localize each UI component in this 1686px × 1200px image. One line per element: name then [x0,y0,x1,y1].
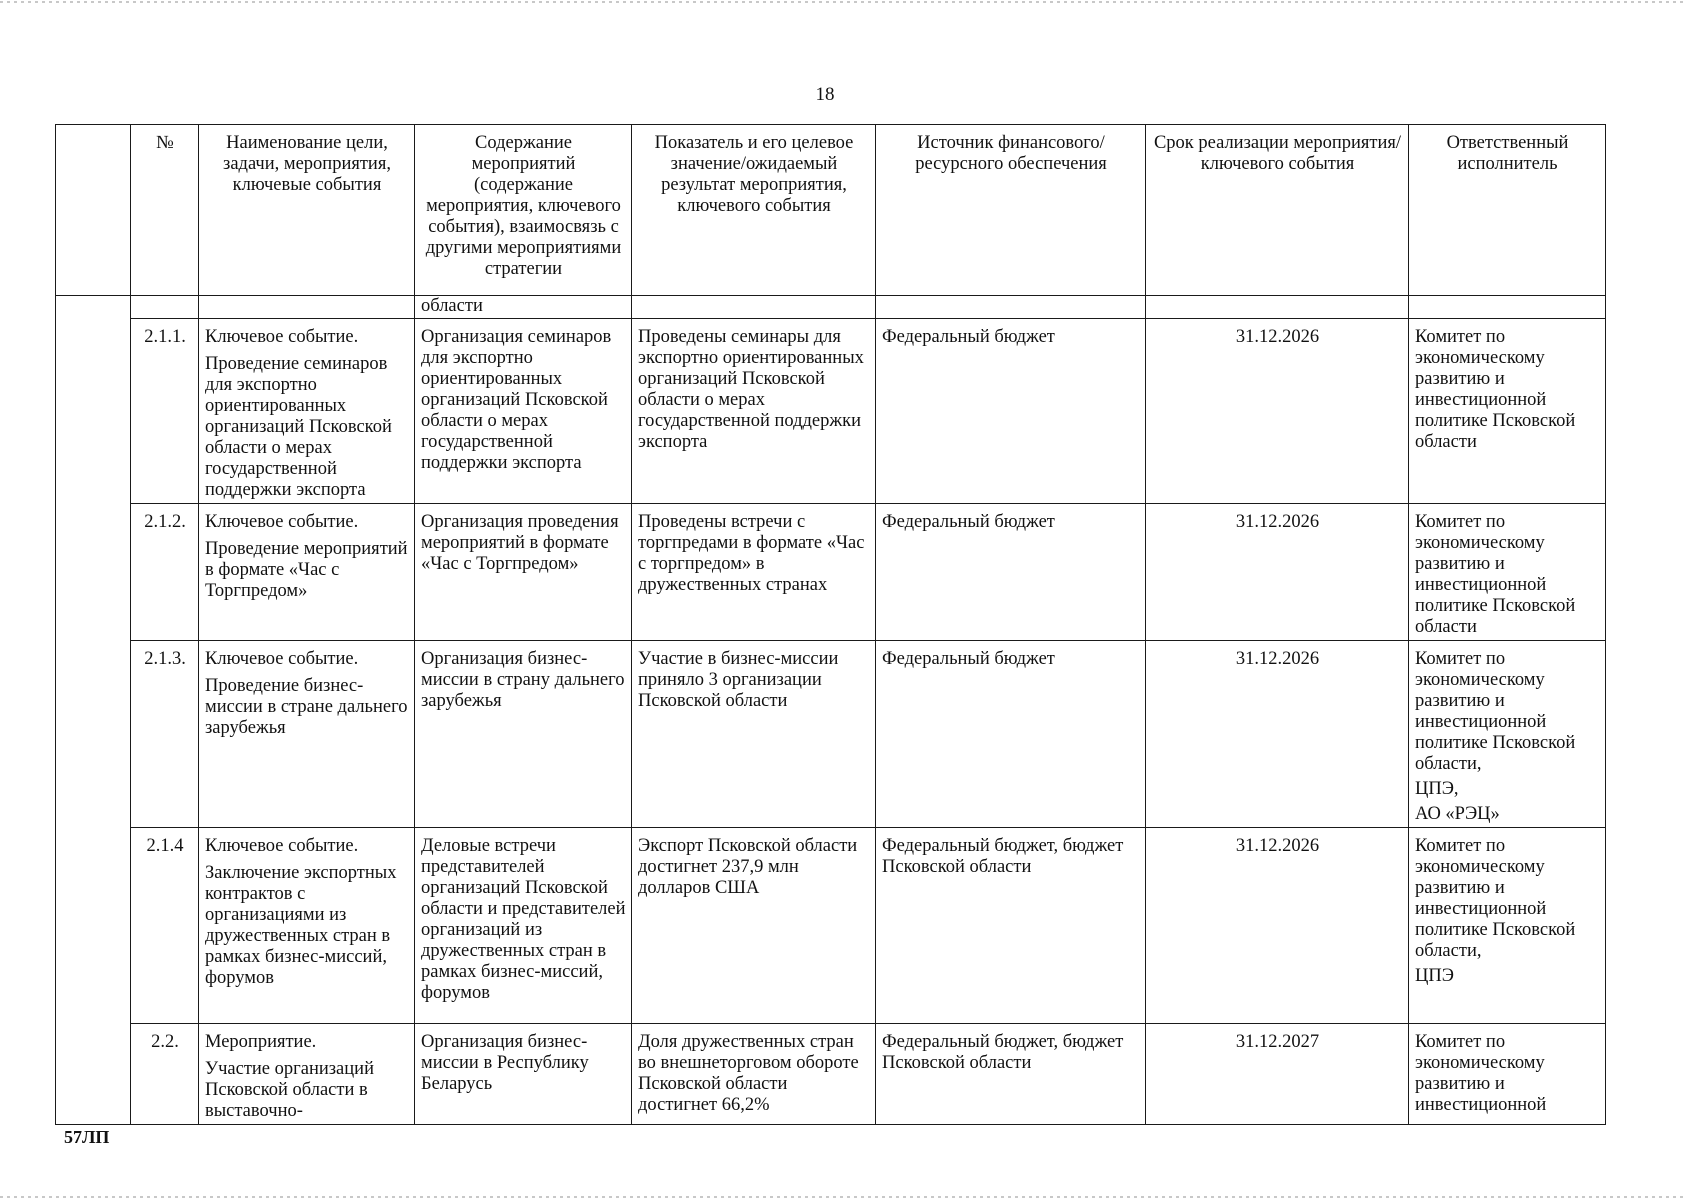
footer-code: 57ЛП [64,1127,110,1147]
responsible-line: Комитет по экономическому развитию и инвестиционной политике Псковской области [1415,327,1576,452]
header-source: Источник финансового/ресурсного обеспечения [876,125,1146,296]
row-responsible [1409,1024,1606,1125]
row-indicator: Доля дружественных стран во внешнеторговом обороте Псковской области достигнет 66,2% [632,1024,876,1125]
responsible-line: АО «РЭЦ» [1415,804,1500,824]
row-responsible [1409,641,1606,828]
row-content: Организация бизнес-миссии в страну дальнего зарубежья [415,641,632,828]
continuation-text: области [415,296,632,319]
row-indicator: Проведены встречи с торгпредами в формате «Час с торгпредом» в дружественных странах [632,504,876,641]
row-num: 2.1.4 [131,828,199,1024]
margin-cell [56,828,131,1024]
row-name [199,504,415,641]
row-source: Федеральный бюджет [876,641,1146,828]
table-row [56,319,1606,504]
row-term: 31.12.2026 [1146,504,1409,641]
margin-cell [56,1024,131,1125]
row-type: Ключевое событие. [205,512,359,532]
row-content: Деловые встречи представителей организаций Псковской области и представителей организаций из дружественных стран в рамках бизнес-миссий, форумов [415,828,632,1024]
responsible-line: Комитет по экономическому развитию и инвестиционной [1415,1032,1547,1115]
row-source: Федеральный бюджет [876,504,1146,641]
table-row [56,641,1606,828]
table-row [56,504,1606,641]
table-header-row [56,125,1606,296]
row-content: Организация проведения мероприятий в формате «Час с Торгпредом» [415,504,632,641]
row-title: Проведение семинаров для экспортно ориентированных организаций Псковской области о мерах государственной поддержки экспорта [205,354,392,500]
header-responsible: Ответственный исполнитель [1409,125,1606,296]
row-term: 31.12.2026 [1146,319,1409,504]
row-name [199,319,415,504]
page-number: 18 [815,84,835,105]
continuation-row [56,296,1606,319]
row-responsible [1409,319,1606,504]
row-term: 31.12.2026 [1146,641,1409,828]
row-responsible [1409,828,1606,1024]
row-type: Ключевое событие. [205,836,359,856]
scan-edge-top [0,1,1686,3]
row-type: Ключевое событие. [205,649,359,669]
row-title: Заключение экспортных контрактов с организациями из дружественных стран в рамках бизнес-миссий, форумов [205,863,397,988]
margin-cell [56,319,131,504]
row-name [199,641,415,828]
table-row [56,828,1606,1024]
row-type: Ключевое событие. [205,327,359,347]
margin-cell [56,125,131,296]
row-num: 2.2. [131,1024,199,1125]
header-term: Срок реализации мероприятия/ключевого события [1146,125,1409,296]
responsible-line: Комитет по экономическому развитию и инвестиционной политике Псковской области, [1415,649,1576,774]
row-term: 31.12.2027 [1146,1024,1409,1125]
row-content: Организация семинаров для экспортно ориентированных организаций Псковской области о мерах государственной поддержки экспорта [415,319,632,504]
row-type: Мероприятие. [205,1032,317,1052]
row-source: Федеральный бюджет, бюджет Псковской области [876,828,1146,1024]
row-indicator: Проведены семинары для экспортно ориентированных организаций Псковской области о мерах государственной поддержки экспорта [632,319,876,504]
row-responsible [1409,504,1606,641]
margin-cell [56,641,131,828]
row-name [199,828,415,1024]
row-num: 2.1.3. [131,641,199,828]
margin-cell [56,504,131,641]
row-term: 31.12.2026 [1146,828,1409,1024]
scan-edge-bottom [0,1196,1686,1198]
row-num: 2.1.2. [131,504,199,641]
responsible-line: Комитет по экономическому развитию и инвестиционной политике Псковской области, [1415,836,1576,961]
header-content: Содержание мероприятий (содержание мероприятия, ключевого события), взаимосвязь с другими мероприятиями стратегии [415,125,632,296]
row-indicator: Участие в бизнес-миссии приняло 3 организации Псковской области [632,641,876,828]
header-indicator: Показатель и его целевое значение/ожидаемый результат мероприятия, ключевого события [632,125,876,296]
measures-table [55,124,1606,1125]
header-num: № [131,125,199,296]
row-title: Проведение бизнес-миссии в стране дальнего зарубежья [205,676,408,738]
row-title: Проведение мероприятий в формате «Час с Торгпредом» [205,539,408,601]
table-row [56,1024,1606,1125]
row-title: Участие организаций Псковской области в выставочно- [205,1059,374,1121]
responsible-line: ЦПЭ, [1415,779,1459,799]
row-name [199,1024,415,1125]
row-source: Федеральный бюджет [876,319,1146,504]
margin-cell [56,296,131,319]
row-num: 2.1.1. [131,319,199,504]
row-content: Организация бизнес-миссии в Республику Беларусь [415,1024,632,1125]
row-source: Федеральный бюджет, бюджет Псковской области [876,1024,1146,1125]
responsible-line: Комитет по экономическому развитию и инвестиционной политике Псковской области [1415,512,1576,637]
row-indicator: Экспорт Псковской области достигнет 237,9 млн долларов США [632,828,876,1024]
header-name: Наименование цели, задачи, мероприятия, ключевые события [199,125,415,296]
responsible-line: ЦПЭ [1415,966,1454,986]
